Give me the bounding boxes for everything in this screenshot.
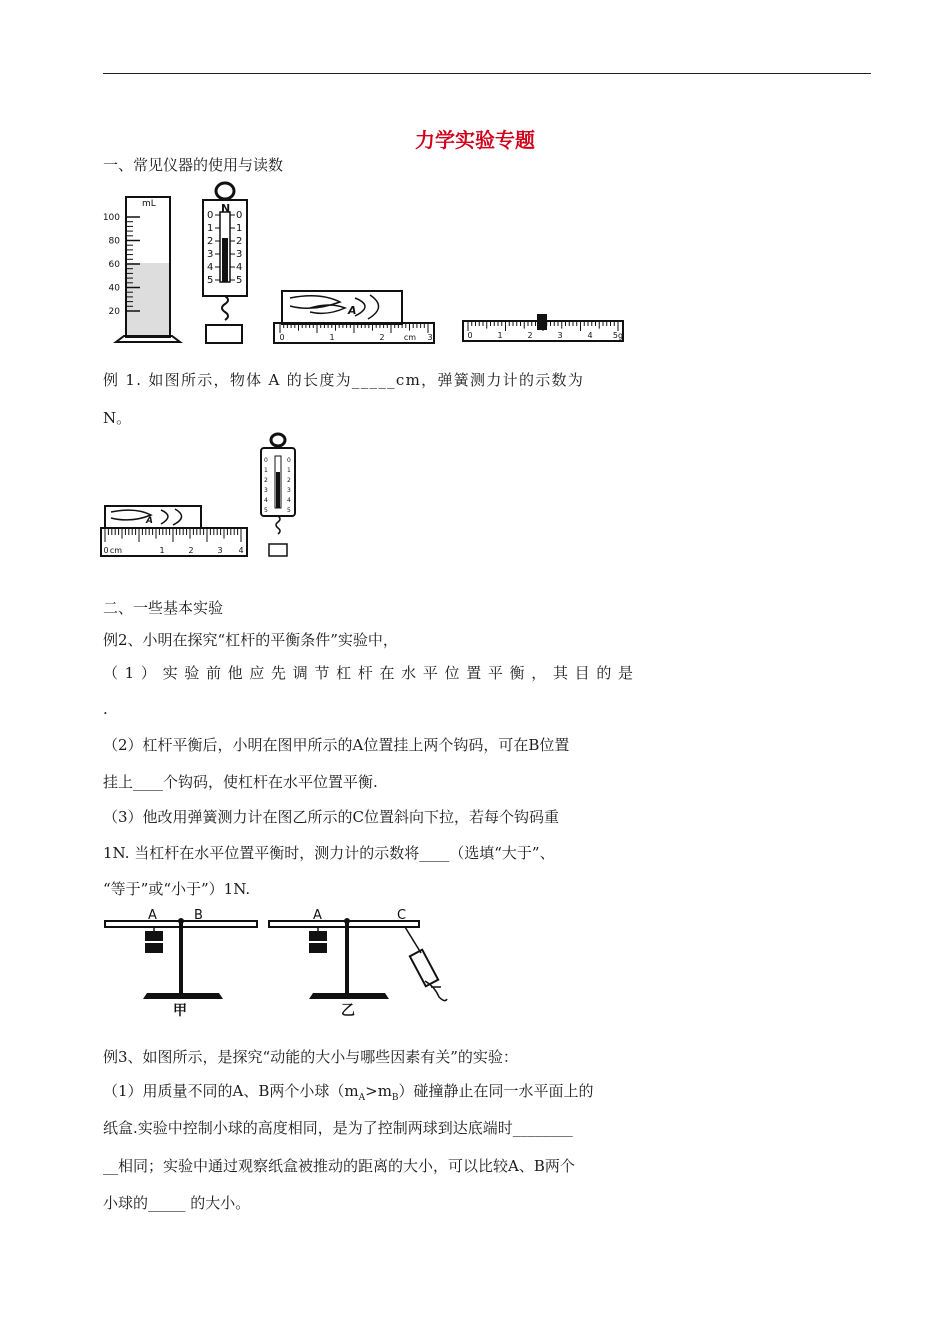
example1-text: 例 1. 如图所示，物体 A 的长度为_____cm，弹簧测力计的示数为 [103, 371, 585, 389]
lever-right-label-a: A [313, 908, 322, 923]
header-rule [103, 73, 871, 74]
scale2-number-left: 3 [264, 487, 268, 494]
lever-right-caption: 乙 [341, 1003, 355, 1019]
example2-q3-cont: 1N. 当杠杆在水平位置平衡时，测力计的示数将____（选填“大于”、 [103, 844, 555, 862]
block-on-ruler-2 [101, 506, 247, 556]
block-a-label: A [348, 304, 357, 317]
example3-q1-post: ）碰撞静止在同一水平面上的 [398, 1082, 594, 1100]
ruler-tick-label: 0 [467, 331, 473, 340]
ruler-tick-label: 4 [587, 331, 593, 340]
example3-sub-b: B [391, 1093, 399, 1103]
lever-left-caption: 甲 [173, 1003, 187, 1019]
spring-scale-2 [261, 434, 295, 556]
lever-left-label-b: B [194, 908, 203, 923]
cylinder-tick-label: 60 [108, 260, 120, 270]
spring-scale-n-label: N [221, 202, 231, 215]
scale-number-right: 1 [236, 223, 243, 234]
lever-right-label-c: C [397, 908, 407, 923]
scale2-number-right: 1 [287, 467, 291, 474]
scale-number-left: 1 [207, 223, 214, 234]
ruler-tick-label: 3 [557, 331, 563, 340]
ruler-tick-label: 0 [279, 333, 285, 342]
ruler-tick-label: 0 [103, 546, 109, 555]
cylinder-tick-label: 40 [108, 283, 120, 294]
example2-q2: （2）杠杆平衡后，小明在图甲所示的A位置挂上两个钩码，可在B位置 [103, 736, 570, 754]
lever-left-label-a: A [148, 908, 157, 923]
balance-beam-ruler [463, 314, 623, 341]
spring-scale [203, 183, 247, 343]
lever-figure [101, 903, 451, 1018]
example3-intro: 例3、如图所示，是探究“动能的大小与哪些因素有关”的实验： [103, 1048, 518, 1066]
example2-q2-cont: 挂上____个钩码，使杠杆在水平位置平衡. [103, 773, 378, 791]
example3-q1-pre: （1）用质量不同的A、B两个小球（m [103, 1082, 359, 1100]
example2-q3-cont2: “等于”或“小于”）1N. [103, 880, 251, 898]
cylinder-tick-label: 80 [108, 236, 120, 247]
example3-sub-a: A [358, 1093, 366, 1103]
scale-number-left: 5 [207, 275, 214, 286]
scale-number-left: 4 [207, 262, 214, 273]
scale-number-right: 5 [236, 275, 243, 286]
ruler-tick-label: 2 [188, 546, 194, 555]
scale2-number-right: 3 [287, 487, 291, 494]
block-a-label-2: A [146, 516, 153, 526]
example3-q1 [103, 1080, 594, 1103]
example3-q1-cont3: 小球的_____ 的大小。 [103, 1194, 251, 1212]
lever-right [269, 908, 447, 1019]
ruler-tick-label: cm [109, 546, 123, 555]
scale-number-left: 2 [207, 236, 214, 247]
ruler-and-spring-scale-figure [101, 432, 311, 562]
block-on-ruler [274, 291, 434, 343]
lever-left [105, 908, 257, 1019]
example2-intro: 例2、小明在探究“杠杆的平衡条件”实验中， [103, 631, 398, 649]
ruler-tick-label: 1 [497, 331, 503, 340]
ruler-tick-label: 2 [527, 331, 533, 340]
scale2-number-left: 1 [264, 467, 268, 474]
example2-q3: （3）他改用弹簧测力计在图乙所示的C位置斜向下拉，若每个钩码重 [103, 808, 560, 826]
scale-number-right: 2 [236, 236, 243, 247]
example3-q1-cont2: __相同；实验中通过观察纸盒被推动的距离的大小，可以比较A、B两个 [103, 1157, 575, 1175]
scale-number-right: 3 [236, 249, 243, 260]
scale2-number-right: 4 [287, 497, 291, 504]
scale-number-left: 3 [207, 249, 214, 260]
scale2-number-left: 4 [264, 497, 268, 504]
ruler-tick-label: 2 [379, 333, 385, 342]
scale2-number-left: 5 [264, 507, 268, 514]
scale2-number-right: 0 [287, 457, 291, 464]
cylinder-unit-label: mL [142, 199, 156, 209]
scale-number-right: 4 [236, 262, 243, 273]
ruler-tick-label: 1 [159, 546, 165, 555]
graduated-cylinder [103, 197, 180, 342]
example2-q1: （1）实验前他应先调节杠杆在水平位置平衡，其目的是 [103, 664, 633, 682]
instruments-figure [100, 180, 760, 350]
example1-text-cont: N。 [103, 409, 132, 427]
cylinder-tick-label: 20 [108, 307, 120, 317]
ruler-tick-label: 3 [427, 333, 433, 342]
scale-number-left: 0 [207, 210, 214, 221]
scale2-number-right: 5 [287, 507, 291, 514]
scale-number-right: 0 [236, 210, 243, 221]
scale2-number-right: 2 [287, 477, 291, 484]
ruler-tick-label: 4 [238, 546, 244, 555]
scale2-number-left: 2 [264, 477, 268, 484]
section2-heading: 二、一些基本实验 [103, 599, 224, 617]
page-title: 力学实验专题 [415, 128, 535, 152]
ruler-tick-label: cm [403, 333, 417, 342]
scale2-number-left: 0 [264, 457, 268, 464]
ruler-tick-label: 1 [329, 333, 335, 342]
example3-gt: >m [365, 1082, 392, 1100]
section1-heading: 一、常见仪器的使用与读数 [103, 156, 284, 174]
example2-q1-cont: . [103, 700, 108, 718]
cylinder-tick-label: 100 [102, 213, 120, 223]
ruler-tick-label: 3 [217, 546, 223, 555]
example3-q1-cont: 纸盒.实验中控制小球的高度相同，是为了控制两球到达底端时________ [103, 1119, 573, 1137]
ruler-tick-label: 5g [612, 331, 624, 340]
